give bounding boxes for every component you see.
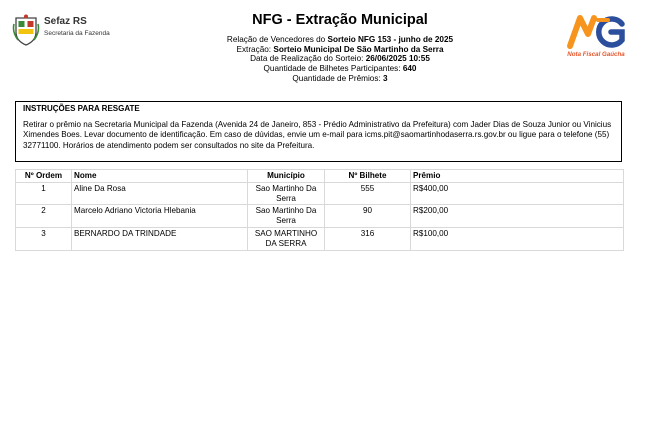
info-premios	[180, 74, 500, 84]
cell-municipio: SAO MARTINHO DA SERRA	[248, 227, 325, 250]
header-municipio: Município	[248, 170, 325, 183]
info-relacao	[180, 35, 500, 45]
extracao-label: Extração:	[236, 44, 272, 54]
sefaz-logo	[12, 14, 122, 48]
header-ordem: Nº Ordem	[16, 170, 72, 183]
relacao-value: Sorteio NFG 153 - junho de 2025	[327, 35, 454, 44]
cell-premio: R$400,00	[411, 182, 624, 205]
table-row	[16, 182, 624, 205]
info-bilhetes	[180, 64, 500, 74]
cell-nome: Aline Da Rosa	[72, 182, 248, 205]
instructions-heading: INSTRUÇÕES PARA RESGATE	[23, 104, 140, 113]
relacao-label: Relação de Vencedores do	[226, 35, 326, 44]
cell-nome: Marcelo Adriano Victoria Hlebania	[72, 205, 248, 228]
header-bilhete: Nº Bilhete	[325, 170, 411, 183]
cell-bilhete: 555	[325, 182, 411, 205]
table-row	[16, 205, 624, 228]
extracao-value: Sorteio Municipal De São Martinho da Serra	[273, 44, 444, 54]
header-premio: Prêmio	[411, 170, 624, 183]
cell-premio: R$200,00	[411, 205, 624, 228]
org-name: Sefaz RS	[44, 16, 87, 27]
cell-ordem: 2	[16, 205, 72, 228]
table-header-row	[16, 170, 624, 183]
bilhetes-value: 640	[402, 64, 417, 74]
cell-bilhete: 90	[325, 205, 411, 228]
instructions-box	[15, 101, 622, 162]
cell-municipio: Sao Martinho Da Serra	[248, 205, 325, 228]
page-title: NFG - Extração Municipal	[252, 12, 428, 28]
instructions-text: Retirar o prêmio na Secretaria Municipal da Fazenda (Avenida 24 de Janeiro, 853 - Prédio Administrativo da Prefeitura) com Jader Dias de Souza Junior ou Vinicius Ximendes Boes. Levar documento de identificação. Em caso de dúvidas, envie um e-mail para icms.pit@saomartinhodaserra.rs.gov.br ou ligue para o telefone (55) 32771100. Horários de atendimento podem ser consultados no site da Prefeitura.	[23, 120, 612, 150]
cell-bilhete: 316	[325, 227, 411, 250]
premios-value: 3	[383, 73, 388, 83]
bilhetes-label: Quantidade de Bilhetes Participantes:	[263, 64, 401, 74]
header-nome: Nome	[72, 170, 248, 183]
coat-of-arms-icon	[12, 14, 40, 46]
winners-table	[15, 169, 624, 251]
table-row	[16, 227, 624, 250]
cell-ordem: 1	[16, 182, 72, 205]
org-department: Secretaria da Fazenda	[44, 30, 110, 37]
info-extracao	[180, 45, 500, 55]
data-value: 26/06/2025 10:55	[365, 54, 430, 64]
nfg-logo-icon	[564, 12, 628, 52]
cell-nome: BERNARDO DA TRINDADE	[72, 227, 248, 250]
draw-info	[180, 35, 500, 84]
nfg-logo	[564, 12, 628, 62]
cell-municipio: Sao Martinho Da Serra	[248, 182, 325, 205]
cell-premio: R$100,00	[411, 227, 624, 250]
premios-label: Quantidade de Prêmios:	[292, 73, 381, 83]
nfg-caption: Nota Fiscal Gaúcha	[567, 51, 625, 58]
info-data	[180, 54, 500, 64]
cell-ordem: 3	[16, 227, 72, 250]
data-label: Data de Realização do Sorteio:	[250, 54, 364, 64]
